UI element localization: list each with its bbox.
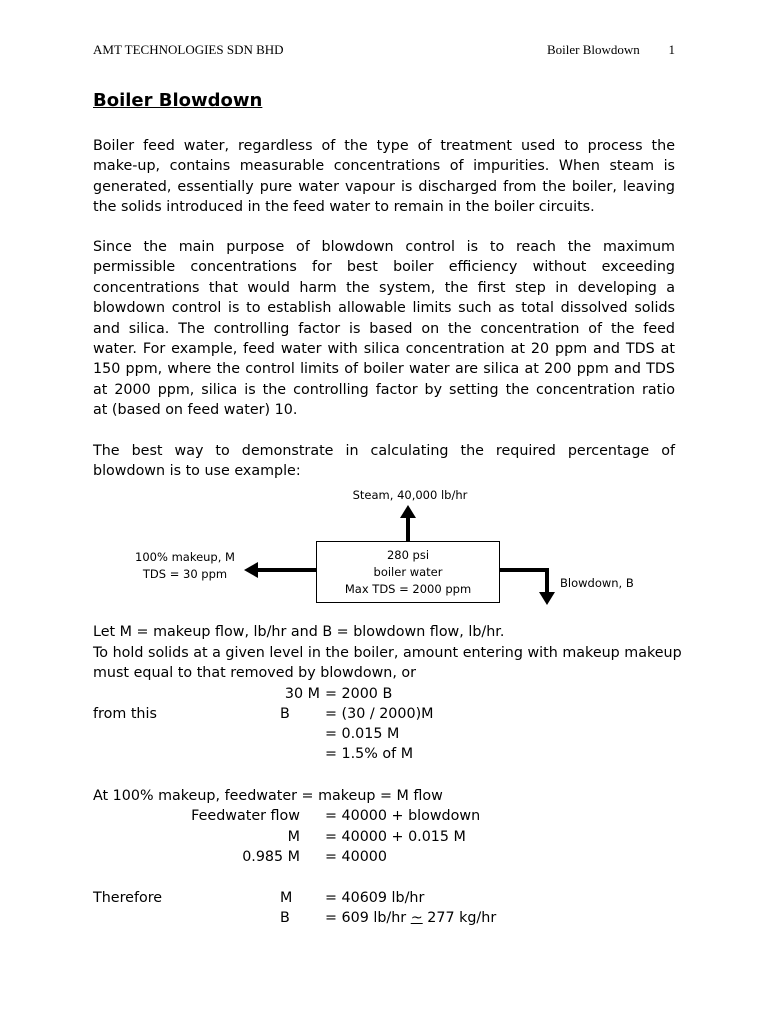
result-b-right — [325, 910, 496, 926]
page-number: 1 — [668, 42, 675, 57]
eq4-right: = 1.5% of M — [325, 746, 414, 762]
m2-right: = 40000 — [325, 849, 388, 865]
page-title: Boiler Blowdown — [93, 90, 263, 111]
makeup-label — [120, 549, 250, 583]
text-line: blowdown control is to establish allowable limits such as total dissolved solids — [93, 300, 675, 317]
text-line: and silica. The controlling factor is based on the concentration of the feed — [93, 320, 675, 337]
makeup-label-line: 100% makeup, M — [135, 550, 235, 564]
text-line: concentrations that would harm the system, the first step in developing a — [93, 279, 675, 296]
m-left: M — [287, 829, 300, 845]
result-m-left: M — [280, 890, 293, 906]
eq1-right: = 2000 B — [325, 686, 393, 702]
steam-arrow-head — [400, 505, 416, 518]
eq2-left: B — [280, 706, 290, 722]
text-line: make-up, contains measurable concentrations of impurities. When steam is — [93, 158, 675, 175]
blowdown-arrow-line — [500, 570, 547, 594]
boiler-pressure: 280 psi — [386, 548, 430, 562]
hold-line-1: To hold solids at a given level in the boiler, amount entering with makeup makeup — [93, 645, 682, 661]
let-line: Let M = makeup flow, lb/hr and B = blowdown flow, lb/hr. — [93, 624, 505, 640]
m-right: = 40000 + 0.015 M — [325, 829, 466, 845]
result-b-value: = 609 lb/hr — [325, 910, 411, 926]
boiler-max-tds: Max TDS = 2000 ppm — [344, 582, 472, 596]
at100-line: At 100% makeup, feedwater = makeup = M flow — [93, 788, 443, 804]
text-line: Since the main purpose of blowdown control is to reach the maximum — [93, 239, 675, 255]
m2-left: 0.985 M — [242, 849, 300, 865]
from-this-label: from this — [93, 706, 157, 722]
eq2-right: = (30 / 2000)M — [325, 706, 434, 722]
blowdown-arrow-head — [539, 592, 555, 605]
text-line: blowdown is to use example: — [93, 463, 301, 480]
text-line: Boiler feed water, regardless of the type of treatment used to process the — [93, 138, 675, 154]
feedwater-right: = 40000 + blowdown — [325, 808, 481, 824]
eq3-right: = 0.015 M — [325, 726, 400, 742]
result-b-left: B — [280, 910, 290, 926]
header-doc-title: Boiler Blowdown — [547, 42, 640, 57]
text-line: The best way to demonstrate in calculating the required percentage of — [93, 443, 675, 459]
text-line: 150 ppm, where the control limits of boiler water are silica at 200 ppm and TDS — [93, 361, 675, 378]
makeup-tds-line: TDS = 30 ppm — [142, 567, 228, 581]
steam-label: Steam, 40,000 lb/hr — [352, 488, 468, 502]
result-m-right: = 40609 lb/hr — [325, 890, 425, 906]
eq1-left: 30 M — [284, 686, 320, 702]
company-name: AMT TECHNOLOGIES SDN BHD — [93, 42, 284, 57]
hold-line-2: must equal to that removed by blowdown, or — [93, 665, 417, 681]
text-line: generated, essentially pure water vapour is discharged from the boiler, leaving — [93, 178, 675, 195]
text-line: at 2000 ppm, silica is the controlling factor by setting the concentration ratio — [93, 381, 675, 398]
text-line: water. For example, feed water with silica concentration at 20 ppm and TDS at — [93, 341, 675, 358]
boiler-box — [316, 541, 500, 603]
result-b-kg: 277 kg/hr — [422, 910, 497, 926]
feedwater-left: Feedwater flow — [191, 808, 300, 824]
therefore-label: Therefore — [93, 890, 163, 906]
approx-symbol: ~ — [410, 910, 423, 926]
boiler-water: boiler water — [373, 565, 443, 579]
text-line: at (based on feed water) 10. — [93, 402, 298, 419]
text-line: permissible concentrations for best boiler efficiency without exceeding — [93, 259, 675, 276]
blowdown-label: Blowdown, B — [560, 576, 634, 590]
text-line: the solids introduced in the feed water to remain in the boiler circuits. — [93, 199, 595, 216]
